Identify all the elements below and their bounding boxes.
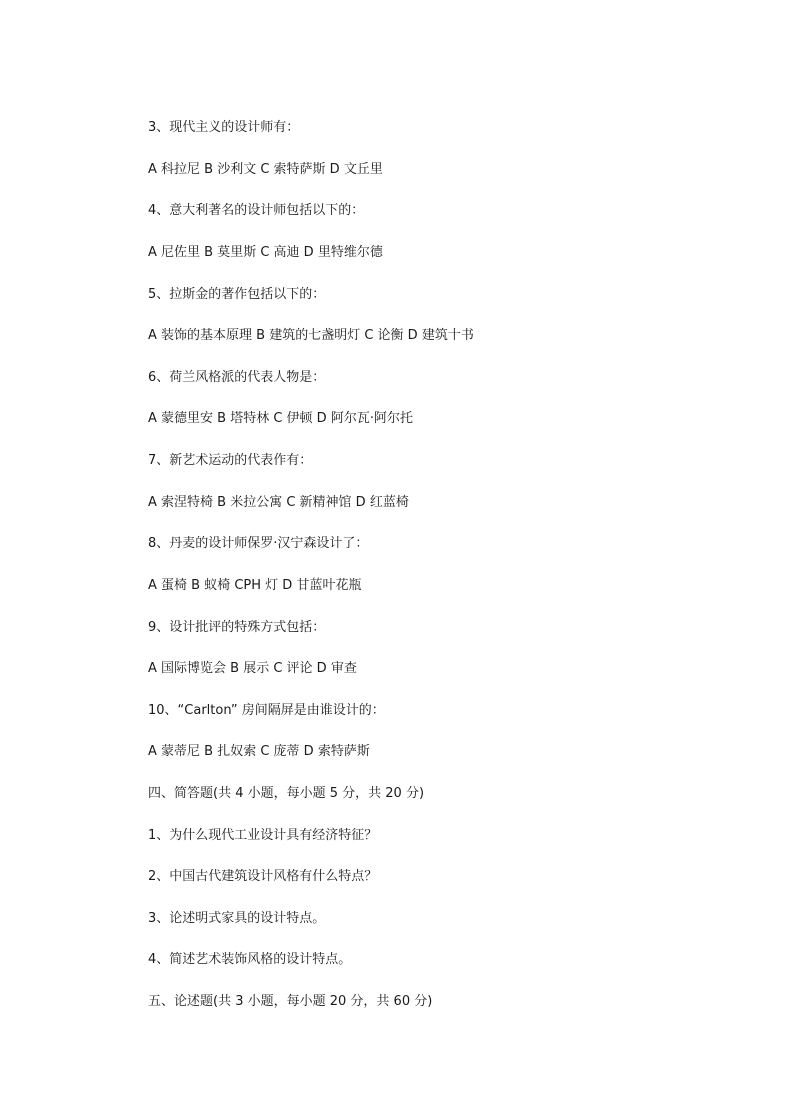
question-9-stem: 9、设计批评的特殊方式包括： bbox=[148, 620, 326, 635]
question-3-stem: 3、现代主义的设计师有： bbox=[148, 120, 300, 135]
section-5-heading: 五、论述题(共 3 小题，每小题 20 分，共 60 分) bbox=[148, 994, 433, 1009]
short-answer-1: 1、为什么现代工业设计具有经济特征？ bbox=[148, 828, 378, 843]
question-5-options: A 装饰的基本原理 B 建筑的七盏明灯 C 论衡 D 建筑十书 bbox=[148, 328, 474, 343]
question-3-options: A 科拉尼 B 沙利文 C 索特萨斯 D 文丘里 bbox=[148, 162, 383, 177]
question-7-options: A 索涅特椅 B 米拉公寓 C 新精神馆 D 红蓝椅 bbox=[148, 495, 409, 510]
question-10-options: A 蒙蒂尼 B 扎奴索 C 庞蒂 D 索特萨斯 bbox=[148, 744, 370, 759]
question-5-stem: 5、拉斯金的著作包括以下的： bbox=[148, 287, 326, 302]
question-10-stem: 10、“Carlton” 房间隔屏是由谁设计的： bbox=[148, 703, 385, 718]
question-9-options: A 国际博览会 B 展示 C 评论 D 审查 bbox=[148, 661, 357, 676]
question-7-stem: 7、新艺术运动的代表作有： bbox=[148, 453, 313, 468]
question-4-stem: 4、意大利著名的设计师包括以下的： bbox=[148, 203, 365, 218]
short-answer-2: 2、中国古代建筑设计风格有什么特点？ bbox=[148, 869, 378, 884]
section-4-heading: 四、简答题(共 4 小题，每小题 5 分，共 20 分) bbox=[148, 786, 425, 801]
question-4-options: A 尼佐里 B 莫里斯 C 高迪 D 里特维尔德 bbox=[148, 245, 383, 260]
question-8-stem: 8、丹麦的设计师保罗·汉宁森设计了： bbox=[148, 536, 369, 551]
question-8-options: A 蛋椅 B 蚁椅 CPH 灯 D 甘蓝叶花瓶 bbox=[148, 578, 362, 593]
question-6-options: A 蒙德里安 B 塔特林 C 伊顿 D 阿尔瓦·阿尔托 bbox=[148, 411, 413, 426]
question-6-stem: 6、荷兰风格派的代表人物是： bbox=[148, 370, 326, 385]
short-answer-4: 4、简述艺术装饰风格的设计特点。 bbox=[148, 952, 352, 967]
short-answer-3: 3、论述明式家具的设计特点。 bbox=[148, 911, 326, 926]
